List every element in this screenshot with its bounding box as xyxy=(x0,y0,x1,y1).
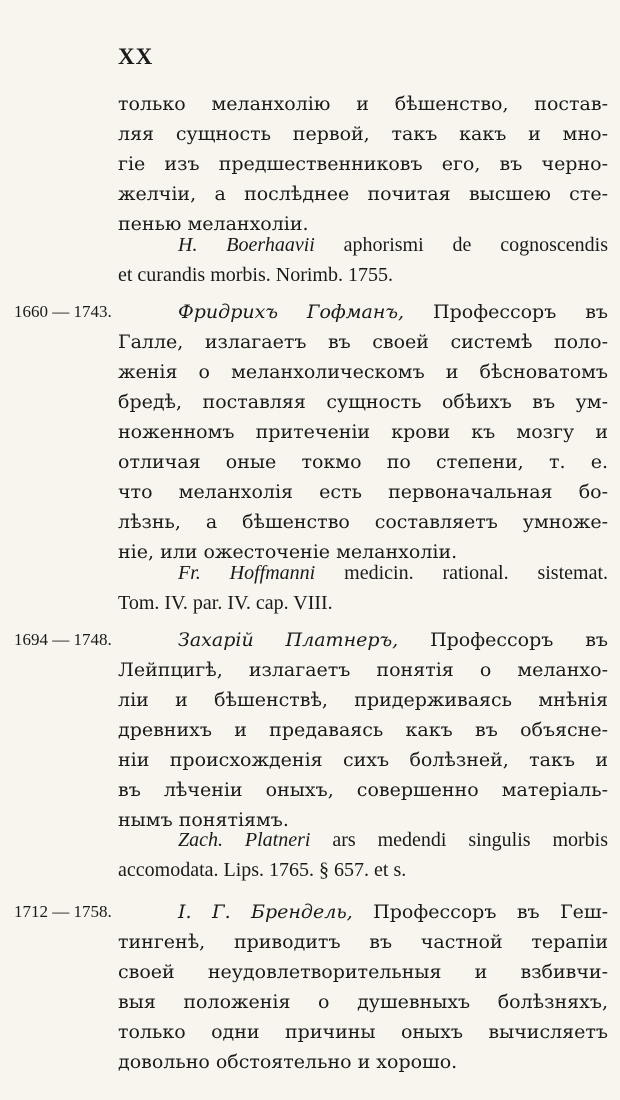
text-line: Галле, излагаетъ въ своей системѣ поло- xyxy=(118,331,608,353)
reference-line: H. Boerhaavii aphorismi de cognoscendis xyxy=(178,234,609,256)
text-line: ніе, или ожесточеніе меланхоліи. xyxy=(118,541,458,563)
text-line: выя положенія о душевныхъ болѣзняхъ, xyxy=(118,991,608,1013)
text-line: нымъ понятіямъ. xyxy=(118,809,289,831)
reference-line: accomodata. Lips. 1765. § 657. et s. xyxy=(118,859,407,881)
person-name: Захарій Платнеръ, xyxy=(178,629,399,651)
text-line: ніи происхожденія сихъ болѣзней, такъ и xyxy=(118,749,608,771)
reference-line: et curandis morbis. Norimb. 1755. xyxy=(118,264,393,286)
reference-line: Tom. IV. par. IV. cap. VIII. xyxy=(118,592,333,614)
text-line: Лейпцигѣ, излагаетъ понятія о меланхо- xyxy=(118,659,608,681)
text-line: желчіи, а послѣднее почитая высшею сте- xyxy=(118,183,608,205)
entry-first-line: Фридрихъ Гофманъ, Профессоръ въ xyxy=(178,301,608,323)
text-line: древнихъ и предаваясь какъ въ объясне- xyxy=(118,719,608,741)
text-line: только одни причины оныхъ вычисляетъ xyxy=(118,1021,608,1043)
entry-date: 1694 — 1748. xyxy=(14,630,112,649)
person-name: I. Г. Брендель, xyxy=(178,901,353,923)
text-line: что меланхолія есть первоначальная бо- xyxy=(118,481,608,503)
reference-author: Zach. Platneri xyxy=(178,829,311,851)
text-line: женія о меланхолическомъ и бѣсноватомъ xyxy=(118,361,608,383)
text-line: ноженномъ притеченіи крови къ мозгу и xyxy=(118,421,608,443)
text-line: бредѣ, поставляя сущность обѣихъ въ ум- xyxy=(118,391,608,413)
reference-author: Fr. Hoffmanni xyxy=(178,562,316,584)
text-line: тингенѣ, приводитъ въ частной терапіи xyxy=(118,931,608,953)
reference-line: Fr. Hoffmanni medicin. rational. sistemat. xyxy=(178,562,609,584)
entry-date: 1712 — 1758. xyxy=(14,902,112,921)
text-line: отличая оные токмо по степени, т. е. xyxy=(118,451,608,473)
text-line: ляя сущность первой, такъ какъ и мно- xyxy=(118,123,608,145)
text-line: въ лѣченіи оныхъ, совершенно матеріаль- xyxy=(118,779,608,801)
text-line: лѣзнь, а бѣшенство составляетъ умноже- xyxy=(118,511,608,533)
text-line: ліи и бѣшенствѣ, придерживаясь мнѣнія xyxy=(118,689,608,711)
person-name: Фридрихъ Гофманъ, xyxy=(178,301,405,323)
entry-first-line: I. Г. Брендель, Профессоръ въ Геш- xyxy=(178,901,608,923)
reference-author: H. Boerhaavii xyxy=(178,234,315,256)
entry-first-line: Захарій Платнеръ, Профессоръ въ xyxy=(178,629,608,651)
text-line: только меланхолію и бѣшенство, постав- xyxy=(118,93,608,115)
text-line: довольно обстоятельно и хорошо. xyxy=(118,1051,458,1073)
page-number: XX xyxy=(118,44,154,69)
text-line: пенью меланхоліи. xyxy=(118,213,309,235)
text-line: гіе изъ предшественниковъ его, въ черно- xyxy=(118,153,608,175)
entry-date: 1660 — 1743. xyxy=(14,302,112,321)
text-line: своей неудовлетворительныя и взбивчи- xyxy=(118,961,608,983)
reference-line: Zach. Platneri ars medendi singulis morbis xyxy=(178,829,609,851)
